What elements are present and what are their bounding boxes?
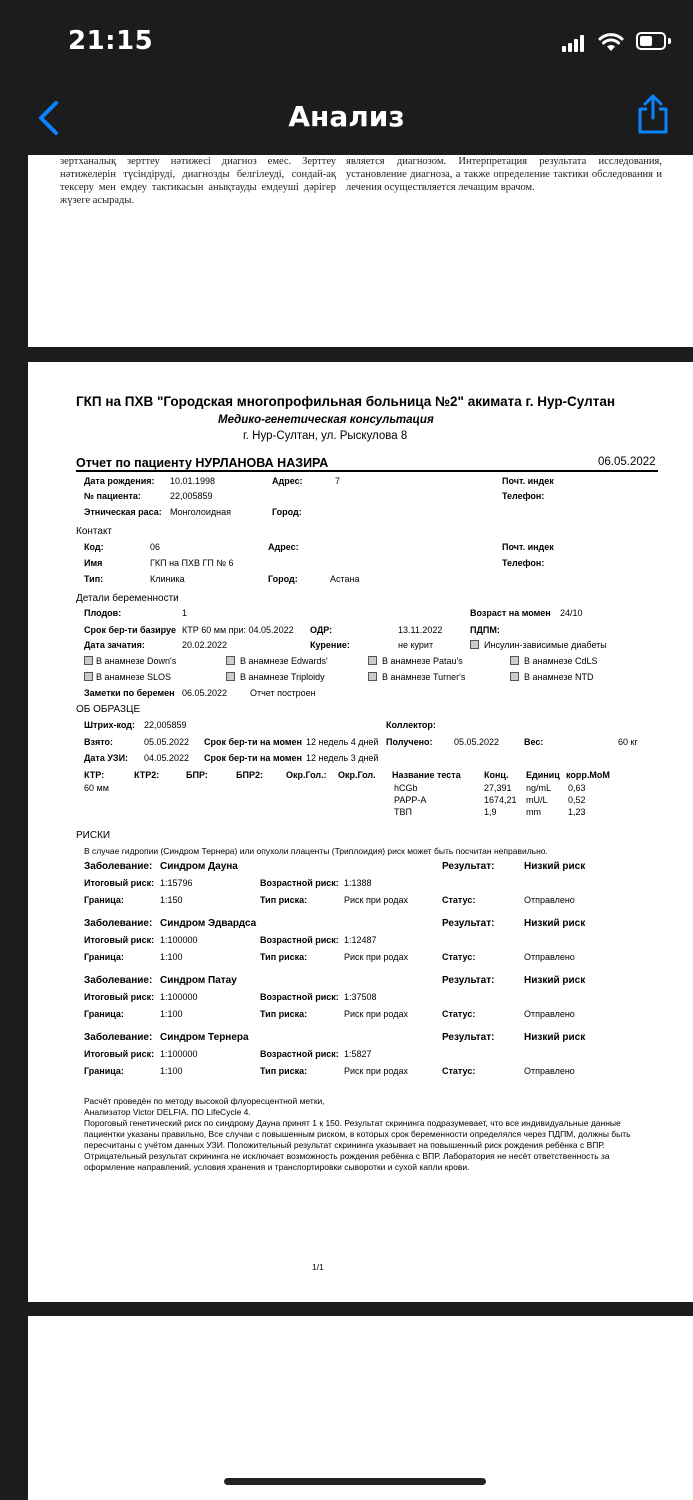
- footnote-disclaimer: Пороговый генетический риск по синдрому Дауна принят 1 к 150. Результат скрининга подразумевает, что все индивидуальные данные пациентки указаны правильно, Все случаи с повышенным риском, в которых срок беременности определялся через ПДПМ, должны быть пересчитаны с учётом данных УЗИ. Положительный результат скрининга указывает на повышенный риск рождения ребёнка с ВПР. Отрицательный результат скрининга не исключает возможность рождения ребёнка с ВПР. Лаборатория не несёт ответственность за оформление направлений, условия хранения и транспортировки сыворотки и сухой капли крови.: [84, 1118, 631, 1172]
- risk-border-value: 1:100: [160, 1066, 183, 1076]
- history-downs-label: В анамнезе Down's: [96, 656, 177, 666]
- history-triploidy-label: В анамнезе Triploidy: [240, 672, 325, 682]
- risk-age-label: Возрастной риск:: [260, 1049, 339, 1059]
- risk-status-value: Отправлено: [524, 895, 575, 905]
- status-bar: [0, 0, 693, 80]
- risk-disease-label: Заболевание:: [84, 918, 153, 929]
- contact-name-label: Имя: [84, 558, 103, 568]
- odr-value: 13.11.2022: [398, 625, 443, 635]
- dob-label: Дата рождения:: [84, 476, 155, 486]
- history-pataus-checkbox: [368, 656, 377, 665]
- org-name: ГКП на ПХВ "Городская многопрофильная больница №2" акимата г. Нур-Султан: [76, 394, 615, 409]
- marker-unit: mU/L: [526, 795, 548, 805]
- mom-header: корр.МоМ: [566, 770, 610, 780]
- risk-total-value: 1:100000: [160, 1049, 198, 1059]
- risk-type-value: Риск при родах: [344, 895, 408, 905]
- term-base-value: КТР 60 мм при: 04.05.2022: [182, 625, 294, 635]
- marker-conc: 1,9: [484, 807, 497, 817]
- risk-age-value: 1:1388: [344, 878, 372, 888]
- risk-border-label: Граница:: [84, 1066, 124, 1076]
- risk-result-label: Результат:: [442, 975, 495, 986]
- contact-address-label: Адрес:: [268, 542, 299, 552]
- address-label: Адрес:: [272, 476, 303, 486]
- contact-name-value: ГКП на ПХВ ГП № 6: [150, 558, 234, 568]
- risk-disease-name: Синдром Тернера: [160, 1032, 249, 1043]
- risk-border-value: 1:100: [160, 952, 183, 962]
- history-downs-checkbox: [84, 656, 93, 665]
- risk-result-value: Низкий риск: [524, 918, 586, 929]
- marker-mom: 1,23: [568, 807, 586, 817]
- risk-border-label: Граница:: [84, 952, 124, 962]
- marker-unit: mm: [526, 807, 541, 817]
- home-indicator[interactable]: [224, 1478, 486, 1485]
- marker-mom: 0,52: [568, 795, 586, 805]
- age-label: Возраст на момен: [470, 608, 551, 618]
- risk-result-value: Низкий риск: [524, 861, 586, 872]
- contact-code-value: 06: [150, 542, 161, 552]
- marker-test: PAPP-A: [394, 795, 427, 805]
- kazakh-disclaimer: зертханалық зерттеу нәтижесі диагноз емес. Зерттеу нәтижелерін түсіндіруді, диагнозды белгілеуді, сондай-ақ тексеру мен емдеу тактикасын анықтауды емдеуші дәрігер жүзеге асырады.: [60, 156, 336, 206]
- marker-conc: 27,391: [484, 783, 512, 793]
- risk-result-value: Низкий риск: [524, 975, 586, 986]
- usi-date-label: Дата УЗИ:: [84, 753, 129, 763]
- report-title: Отчет по пациенту НУРЛАНОВА НАЗИРА: [76, 456, 329, 470]
- risk-disease-label: Заболевание:: [84, 861, 153, 872]
- risk-result-label: Результат:: [442, 918, 495, 929]
- contact-phone-label: Телефон:: [502, 558, 545, 568]
- history-cdls-label: В анамнезе CdLS: [524, 656, 598, 666]
- russian-disclaimer: является диагнозом. Интерпретация результата исследования, установление диагноза, а также определение тактики обследования и лечения осуществляется лечащим врачом.: [346, 156, 662, 193]
- footnote-line-2: Анализатор Victor DELFIA. ПО LifeCycle 4.: [84, 1107, 251, 1117]
- cellular-signal-icon: [562, 34, 588, 52]
- risk-border-label: Граница:: [84, 895, 124, 905]
- fetus-count-label: Плодов:: [84, 608, 122, 618]
- risk-type-value: Риск при родах: [344, 1009, 408, 1019]
- okr-header: Окр.Гол.:: [286, 770, 327, 780]
- usi-term-label: Срок бер-ти на момен: [204, 753, 302, 763]
- sample-section-title: ОБ ОБРАЗЦЕ: [76, 704, 141, 715]
- unit-header: Единиц: [526, 770, 560, 780]
- taken-label: Взято:: [84, 737, 114, 747]
- risk-type-label: Тип риска:: [260, 1009, 308, 1019]
- pregnancy-notes-date: 06.05.2022: [182, 688, 228, 698]
- contact-city-value: Астана: [330, 574, 360, 584]
- risk-total-value: 1:15796: [160, 878, 193, 888]
- risk-status-label: Статус:: [442, 1066, 476, 1076]
- risk-age-value: 1:12487: [344, 935, 377, 945]
- contact-zip-label: Почт. индек: [502, 542, 554, 552]
- race-value: Монголоидная: [170, 507, 231, 517]
- title-rule: [76, 470, 658, 472]
- bpr2-header: БПР2:: [236, 770, 263, 780]
- risk-type-label: Тип риска:: [260, 1066, 308, 1076]
- smoking-value: не курит: [398, 640, 434, 650]
- risk-border-value: 1:150: [160, 895, 183, 905]
- history-edwards-checkbox: [226, 656, 235, 665]
- battery-icon: [636, 32, 672, 50]
- risk-type-value: Риск при родах: [344, 952, 408, 962]
- patient-number-label: № пациента:: [84, 491, 141, 501]
- race-label: Этническая раса:: [84, 507, 162, 517]
- okr2-header: Окр.Гол.: [338, 770, 376, 780]
- marker-test: hCGb: [394, 783, 418, 793]
- barcode-label: Штрих-код:: [84, 720, 135, 730]
- history-edwards-label: В анамнезе Edwards': [240, 656, 328, 666]
- history-triploidy-checkbox: [226, 672, 235, 681]
- department-name: Медико-генетическая консультация: [218, 414, 434, 426]
- risk-result-label: Результат:: [442, 861, 495, 872]
- usi-term-value: 12 недель 3 дней: [306, 753, 379, 763]
- barcode-value: 22,005859: [144, 720, 187, 730]
- risk-disease-name: Синдром Эдвардса: [160, 918, 257, 929]
- patient-number-value: 22,005859: [170, 491, 213, 501]
- document-page-next: [28, 1316, 693, 1500]
- risks-section-title: РИСКИ: [76, 830, 111, 841]
- org-address: г. Нур-Султан, ул. Рыскулова 8: [243, 430, 408, 442]
- collector-label: Коллектор:: [386, 720, 436, 730]
- weight-value: 60 кг: [618, 737, 638, 747]
- bpr-header: БПР:: [186, 770, 208, 780]
- history-pataus-label: В анамнезе Patau's: [382, 656, 463, 666]
- risk-age-value: 1:5827: [344, 1049, 372, 1059]
- risk-age-label: Возрастной риск:: [260, 878, 339, 888]
- status-time: 21:15: [68, 26, 154, 56]
- diabetes-label: Инсулин-зависимые диабеты: [484, 640, 607, 650]
- pregnancy-notes-text: Отчет построен: [250, 688, 316, 698]
- odr-label: ОДР:: [310, 625, 333, 635]
- risk-disease-label: Заболевание:: [84, 1032, 153, 1043]
- history-turners-label: В анамнезе Turner's: [382, 672, 466, 682]
- diabetes-checkbox: [470, 640, 479, 649]
- smoking-label: Курение:: [310, 640, 350, 650]
- risk-result-value: Низкий риск: [524, 1032, 586, 1043]
- ktr-value: 60 мм: [84, 783, 109, 793]
- contact-type-label: Тип:: [84, 574, 104, 584]
- risk-status-label: Статус:: [442, 895, 476, 905]
- weight-label: Вес:: [524, 737, 544, 747]
- history-slos-checkbox: [84, 672, 93, 681]
- risk-total-label: Итоговый риск:: [84, 992, 155, 1002]
- received-label: Получено:: [386, 737, 433, 747]
- wifi-icon: [598, 32, 624, 52]
- risk-status-value: Отправлено: [524, 952, 575, 962]
- history-ntd-label: В анамнезе NTD: [524, 672, 594, 682]
- pregnancy-section-title: Детали беременности: [76, 593, 179, 604]
- marker-mom: 0,63: [568, 783, 586, 793]
- term-base-label: Срок бер-ти базируе: [84, 625, 176, 635]
- history-turners-checkbox: [368, 672, 377, 681]
- risk-type-label: Тип риска:: [260, 952, 308, 962]
- risk-type-label: Тип риска:: [260, 895, 308, 905]
- history-slos-label: В анамнезе SLOS: [96, 672, 171, 682]
- pregnancy-notes-label: Заметки по беремен: [84, 688, 175, 698]
- risk-disease-name: Синдром Патау: [160, 975, 237, 986]
- risk-result-label: Результат:: [442, 1032, 495, 1043]
- phone-label: Телефон:: [502, 491, 545, 501]
- ktr-header: КТР:: [84, 770, 105, 780]
- taken-value: 05.05.2022: [144, 737, 190, 747]
- document-page-previous: [28, 155, 693, 347]
- risk-status-value: Отправлено: [524, 1066, 575, 1076]
- city-label: Город:: [272, 507, 302, 517]
- pdpm-label: ПДПМ:: [470, 625, 500, 635]
- fetus-count-value: 1: [182, 608, 188, 618]
- conc-header: Конц.: [484, 770, 509, 780]
- document-page-report: [28, 362, 693, 1302]
- risk-status-value: Отправлено: [524, 1009, 575, 1019]
- sample-term-value: 12 недель 4 дней: [306, 737, 379, 747]
- contact-city-label: Город:: [268, 574, 298, 584]
- address-value: 7: [335, 476, 341, 486]
- risk-total-label: Итоговый риск:: [84, 878, 155, 888]
- risk-border-label: Граница:: [84, 1009, 124, 1019]
- risk-age-value: 1:37508: [344, 992, 377, 1002]
- dob-value: 10.01.1998: [170, 476, 216, 486]
- risk-total-label: Итоговый риск:: [84, 1049, 155, 1059]
- risk-total-value: 1:100000: [160, 992, 198, 1002]
- risk-age-label: Возрастной риск:: [260, 992, 339, 1002]
- risk-disease-name: Синдром Дауна: [160, 861, 238, 872]
- ktr2-header: КТР2:: [134, 770, 160, 780]
- risk-disease-label: Заболевание:: [84, 975, 153, 986]
- conception-date-value: 20.02.2022: [182, 640, 228, 650]
- sample-term-label: Срок бер-ти на момен: [204, 737, 302, 747]
- contact-type-value: Клиника: [150, 574, 185, 584]
- risk-total-value: 1:100000: [160, 935, 198, 945]
- test-name-header: Название теста: [392, 770, 461, 780]
- page-number: 1/1: [312, 1262, 324, 1272]
- history-ntd-checkbox: [510, 672, 519, 681]
- risk-border-value: 1:100: [160, 1009, 183, 1019]
- marker-conc: 1674,21: [484, 795, 517, 805]
- received-value: 05.05.2022: [454, 737, 500, 747]
- marker-test: ТВП: [394, 807, 412, 817]
- risk-status-label: Статус:: [442, 1009, 476, 1019]
- contact-section-title: Контакт: [76, 526, 113, 537]
- risks-warning: В случае гидропии (Синдром Тернера) или опухоли плаценты (Триплоидия) риск может быть посчитан неправильно.: [84, 846, 548, 856]
- page-title: Анализ: [288, 100, 405, 133]
- conception-date-label: Дата зачатия:: [84, 640, 145, 650]
- usi-date-value: 04.05.2022: [144, 753, 190, 763]
- zip-label: Почт. индек: [502, 476, 554, 486]
- report-date: 06.05.2022: [598, 456, 656, 468]
- risk-status-label: Статус:: [442, 952, 476, 962]
- share-icon[interactable]: [636, 94, 670, 134]
- history-cdls-checkbox: [510, 656, 519, 665]
- footnote-line-1: Расчёт проведён по методу высокой флуоресцентной метки,: [84, 1096, 325, 1106]
- contact-code-label: Код:: [84, 542, 104, 552]
- age-value: 24/10: [560, 608, 583, 618]
- risk-type-value: Риск при родах: [344, 1066, 408, 1076]
- risk-age-label: Возрастной риск:: [260, 935, 339, 945]
- risk-total-label: Итоговый риск:: [84, 935, 155, 945]
- marker-unit: ng/mL: [526, 783, 552, 793]
